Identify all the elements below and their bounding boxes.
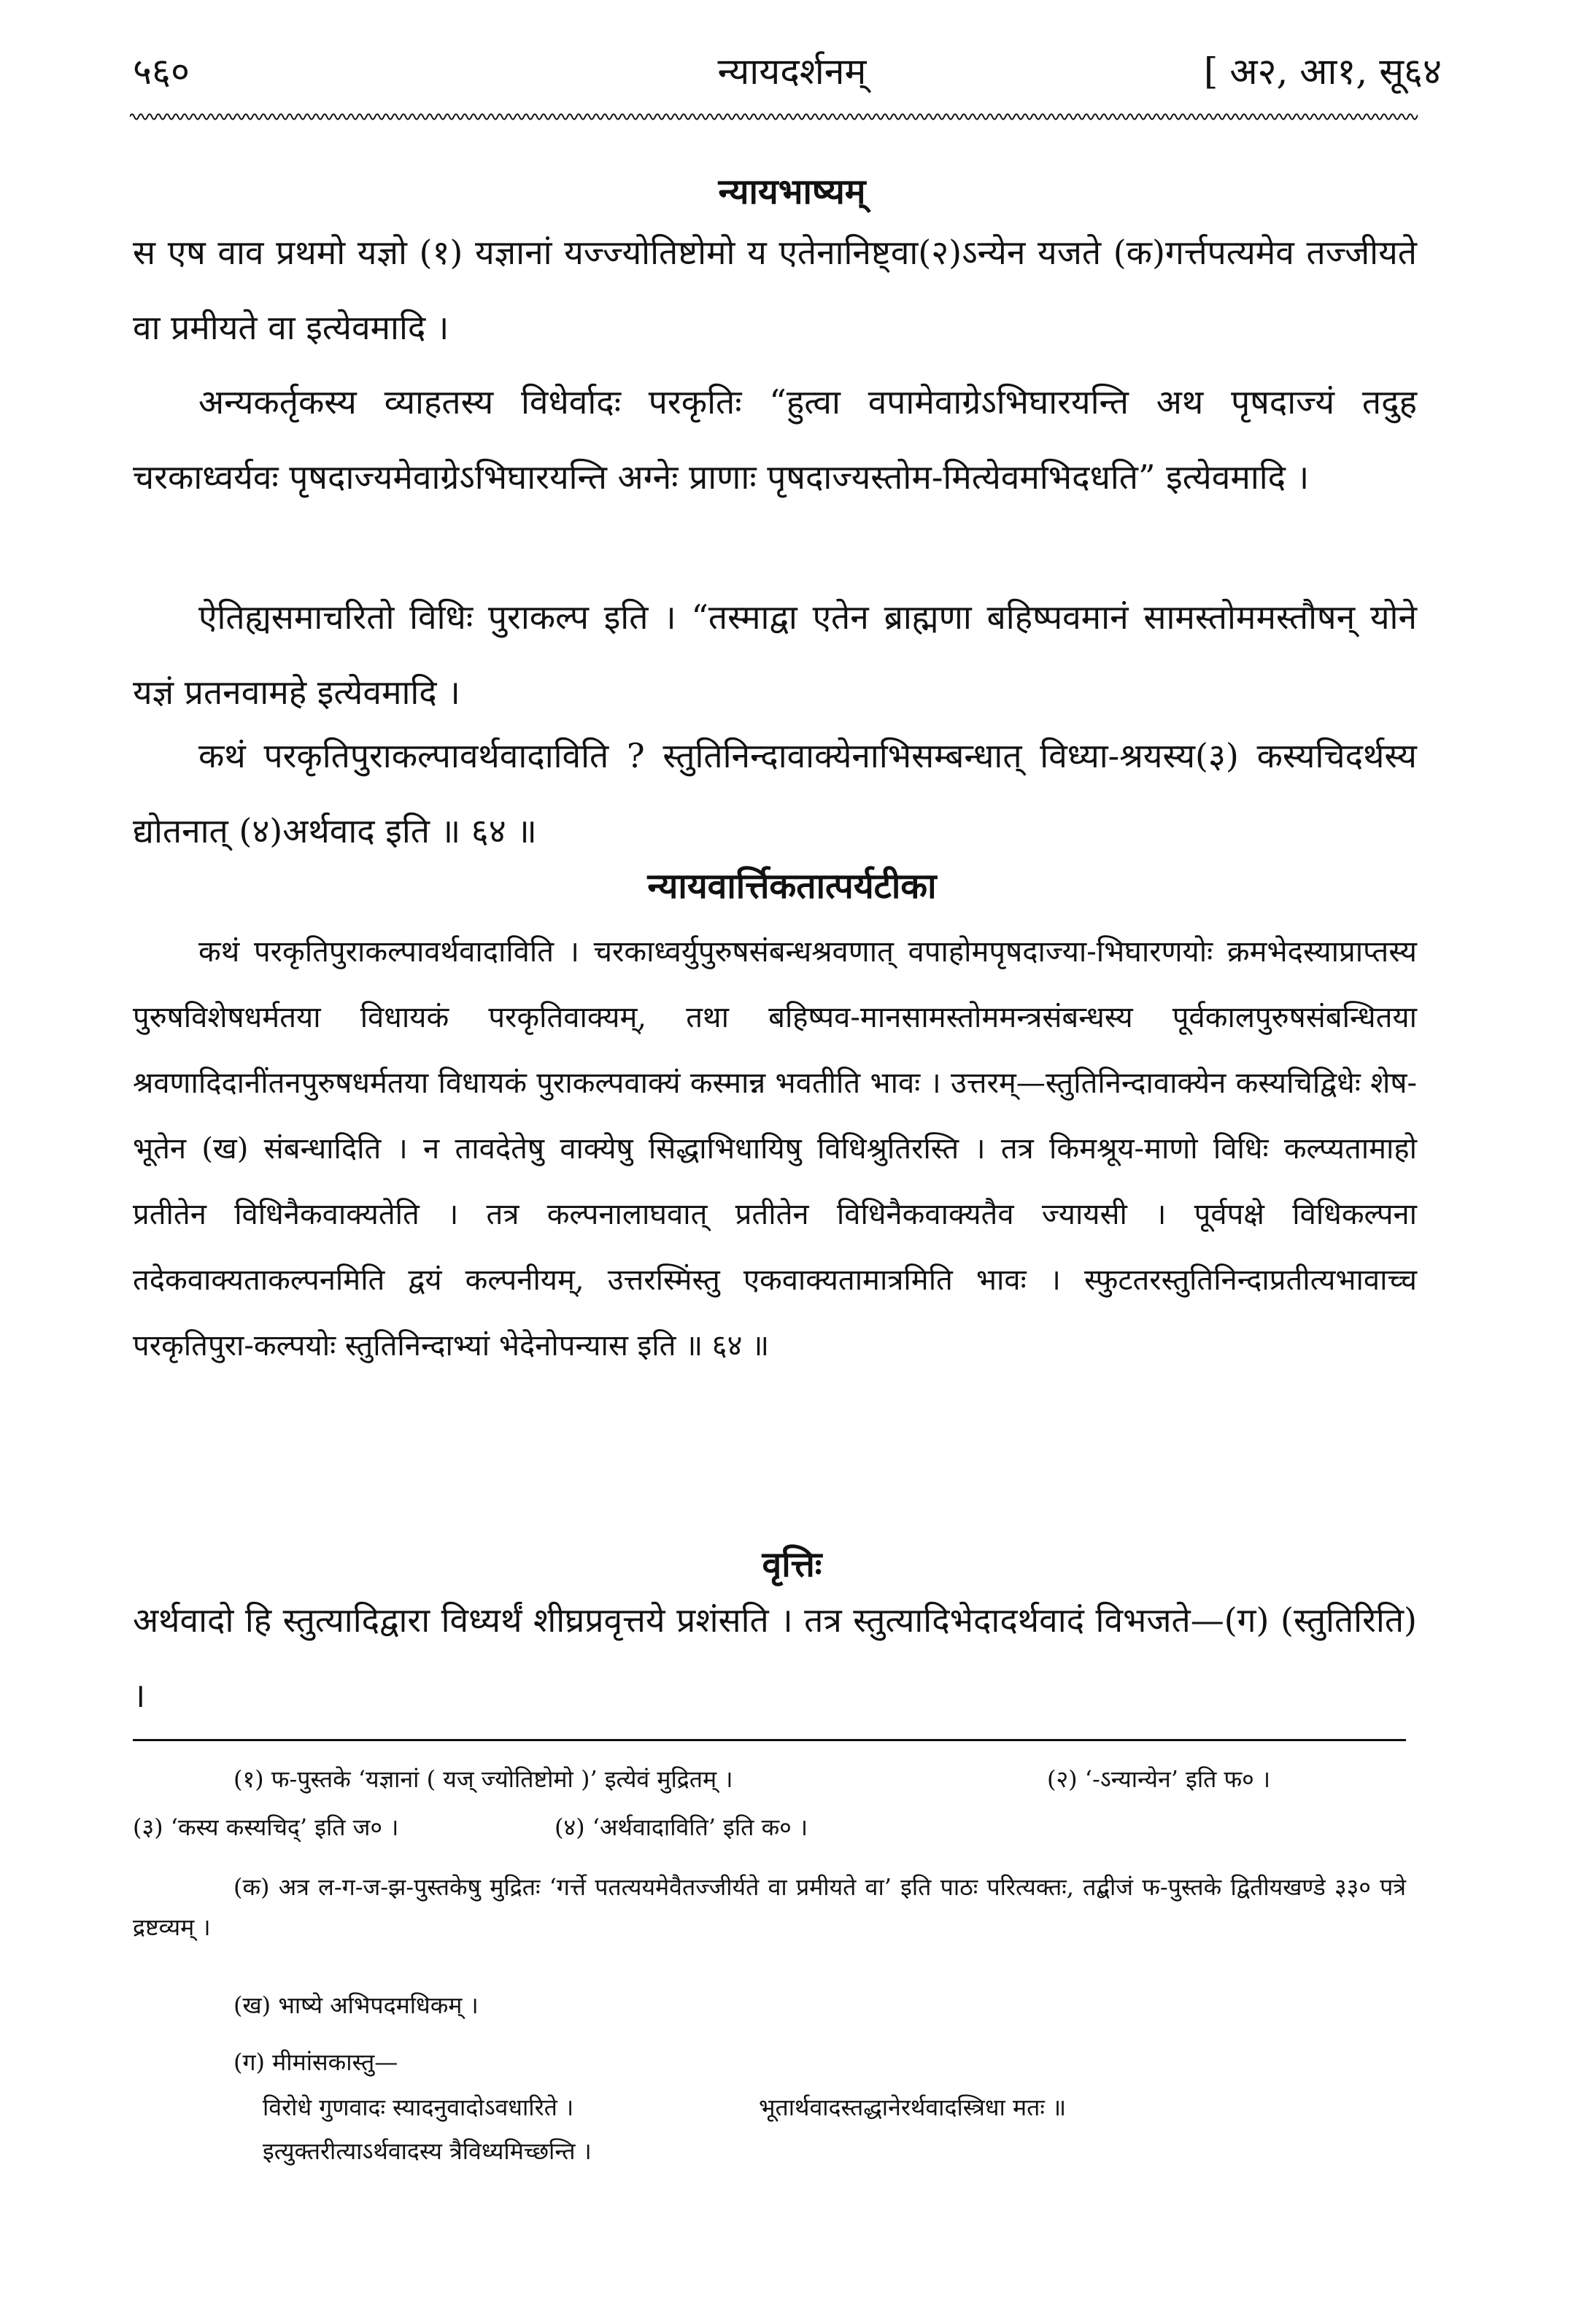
vritti-paragraph: अर्थवादो हि स्तुत्यादिद्वारा विध्यर्थं शीघ्रप्रवृत्तये प्रशंसति । तत्र स्तुत्यादिभेदादर्थवादं विभजते—(ग) (स्तुतिरिति) । — [133, 1600, 1417, 1715]
footnote-separator — [133, 1739, 1406, 1741]
footnote-ga: (ग) मीमांसकास्तु— — [233, 2048, 398, 2076]
header-wavy-rule — [130, 109, 1418, 124]
bhashya-heading: न्यायभाष्यम् — [718, 171, 866, 212]
vartika-heading: न्यायवार्त्तिकतात्पर्यटीका — [647, 866, 937, 907]
footnote-2: (२) ‘-ऽन्यान्येन’ इति फ० । — [1047, 1765, 1271, 1793]
bhashya-paragraph-2: अन्यकर्तृकस्य व्याहतस्य विधेर्वादः परकृतिः “हुत्वा वपामेवाग्रेऽभिघारयन्ति अथ पृषदाज्यं तदुह चरकाध्वर्यवः पृषदाज्यमेवाग्रेऽभिघारयन्ति अग्नेः प्राणाः पृषदाज्यस्तोम-मित्येवमभिदधति” इत्येवमादि । — [133, 382, 1417, 497]
footnote-1: (१) फ-पुस्तके ‘यज्ञानां ( यज् ज्योतिष्टोमो )’ इत्येवं मुद्रितम् । — [233, 1765, 733, 1793]
bhashya-paragraph-4: कथं परकृतिपुराकल्पावर्थवादाविति ? स्तुतिनिन्दावाक्येनाभिसम्बन्धात् विध्या-श्रयस्य(३) कस्यचिदर्थस्य द्योतनात् (४)अर्थवाद इति ॥ ६४ ॥ — [133, 736, 1417, 851]
running-title: न्यायदर्शनम् — [717, 50, 867, 93]
footnote-3: (३) ‘कस्य कस्यचिद्’ इति ज० । — [133, 1813, 399, 1841]
chapter-reference: [ अ२, आ१, सू६४ — [1203, 50, 1442, 93]
footnote-kha: (ख) भाष्ये अभिपदमधिकम् । — [233, 1991, 479, 2019]
bhashya-paragraph-3: ऐतिह्यसमाचरितो विधिः पुराकल्प इति । “तस्माद्वा एतेन ब्राह्मणा बहिष्पवमानं सामस्तोममस्तौषन् योने यज्ञं प्रतनवामहे इत्येवमादि । — [133, 597, 1417, 712]
verse-line-2: इत्युक्तरीत्याऽर्थवादस्य त्रैविध्यमिच्छन्ति । — [263, 2137, 592, 2165]
vritti-heading: वृत्तिः — [762, 1544, 822, 1585]
verse-line-1b: भूतार्थवादस्तद्धानेरर्थवादस्त्रिधा मतः ॥ — [759, 2093, 1067, 2121]
footnote-ka: (क) अत्र ल-ग-ज-झ-पुस्तकेषु मुद्रितः ‘गर्त्ते पतत्ययमेवैतज्जीर्यते वा प्रमीयते वा’ इति पाठः परित्यक्तः, तद्बीजं फ-पुस्तके द्वितीयखण्डे ३३० पत्रे द्रष्टव्यम् । — [133, 1873, 1406, 1941]
footnote-4: (४) ‘अर्थवादाविति’ इति क० । — [555, 1813, 808, 1841]
verse-line-1a: विरोधे गुणवादः स्यादनुवादोऽवधारिते । — [263, 2093, 574, 2121]
vartika-paragraph: कथं परकृतिपुराकल्पावर्थवादाविति । चरकाध्वर्युपुरुषसंबन्धश्रवणात् वपाहोमपृषदाज्या-भिघारणयोः क्रमभेदस्याप्राप्तस्य पुरुषविशेषधर्मतया विधायकं परकृतिवाक्यम्, तथा बहिष्पव-मानसामस्तोममन्त्रसंबन्धस्य पूर्वकालपुरुषसंबन्धितया श्रवणादिदानींतनपुरुषधर्मतया विधायकं पुराकल्पवाक्यं कस्मान्न भवतीति भावः । उत्तरम्—स्तुतिनिन्दावाक्येन कस्यचिद्विधेः शेष-भूतेन (ख) संबन्धादिति । न तावदेतेषु वाक्येषु सिद्धाभिधायिषु विधिश्रुतिरस्ति । तत्र किमश्रूय-माणो विधिः कल्प्यतामाहो प्रतीतेन विधिनैकवाक्यतेति । तत्र कल्पनालाघवात् प्रतीतेन विधिनैकवाक्यतैव ज्यायसी । पूर्वपक्षे विधिकल्पना तदेकवाक्यताकल्पनमिति द्वयं कल्पनीयम्, उत्तरस्मिंस्तु एकवाक्यतामात्रमिति भावः । स्फुटतरस्तुतिनिन्दाप्रतीत्यभावाच्च परकृतिपुरा-कल्पयोः स्तुतिनिन्दाभ्यां भेदेनोपन्यास इति ॥ ६४ ॥ — [133, 935, 1417, 1363]
bhashya-paragraph-1: स एष वाव प्रथमो यज्ञो (१) यज्ञानां यज्ज्योतिष्टोमो य एतेनानिष्ट्वा(२)ऽन्येन यजते (क)गर्त्तपत्यमेव तज्जीयते वा प्रमीयते वा इत्येवमादि । — [133, 233, 1417, 347]
page-number: ५६० — [133, 50, 190, 93]
